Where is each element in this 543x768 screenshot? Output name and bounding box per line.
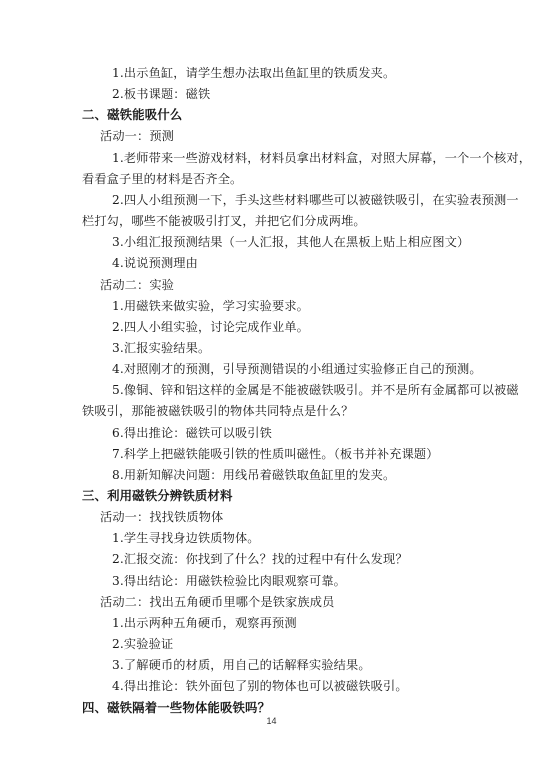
text-line: 活动一：预测 [100,129,175,144]
text-line: 3.了解硬币的材质，用自己的话解释实验结果。 [112,658,371,673]
text-line: 2.四人小组实验，讨论完成作业单。 [112,319,309,334]
text-line: 看看盒子里的材料是否齐全。 [82,171,243,186]
section-heading: 四、磁铁隔着一些物体能吸铁吗？ [82,699,271,715]
text-line: 活动二：实验 [100,277,175,292]
page-number: 14 [266,716,277,726]
text-line: 7.科学上把磁铁能吸引铁的性质叫磁性。（板书并补充课题） [112,446,439,461]
text-line: 1.出示两种五角硬币，观察再预测 [112,615,297,630]
text-line: 1.老师带来一些游戏材料，材料员拿出材料盒，对照大屏幕，一个一个核对， [112,150,532,165]
text-line: 5.像铜、锌和铝这样的金属是不能被磁铁吸引。并不是所有金属都可以被磁 [112,383,519,398]
text-line: 1.用磁铁来做实验，学习实验要求。 [112,298,309,313]
text-line: 4.得出推论：铁外面包了别的物体也可以被磁铁吸引。 [112,679,408,694]
text-line: 3.汇报实验结果。 [112,340,211,355]
text-line: 4.说说预测理由 [112,256,198,271]
text-line: 2.四人小组预测一下，手头这些材料哪些可以被磁铁吸引，在实验表预测一 [112,192,519,207]
text-line: 铁吸引，那能被磁铁吸引的物体共同特点是什么？ [82,404,354,419]
text-line: 活动二：找出五角硬币里哪个是铁家族成员 [100,594,335,609]
text-line: 3.小组汇报预测结果（一人汇报，其他人在黑板上贴上相应图文） [112,235,470,250]
text-line: 1.学生寻找身边铁质物体。 [112,531,260,546]
text-line: 1.出示鱼缸，请学生想办法取出鱼缸里的铁质发夹。 [112,66,396,80]
text-line: 2.实验验证 [112,637,174,652]
text-line: 8.用新知解决问题：用线吊着磁铁取鱼缸里的发夹。 [112,467,396,482]
text-line: 活动一：找找铁质物体 [100,510,224,525]
text-line: 栏打勾，哪些不能被吸引打叉，并把它们分成两堆。 [82,214,366,229]
text-line: 6.得出推论：磁铁可以吸引铁 [112,425,272,440]
section-heading: 二、磁铁能吸什么 [82,107,183,123]
text-line: 4.对照刚才的预测，引导预测错误的小组通过实验修正自己的预测。 [112,362,482,377]
section-heading: 三、利用磁铁分辨铁质材料 [82,488,233,503]
text-line: 2.板书课题：磁铁 [112,87,211,102]
text-line: 2.汇报交流：你找到了什么？找的过程中有什么发现？ [112,552,408,567]
text-line: 3.得出结论：用磁铁检验比肉眼观察可靠。 [112,573,347,588]
